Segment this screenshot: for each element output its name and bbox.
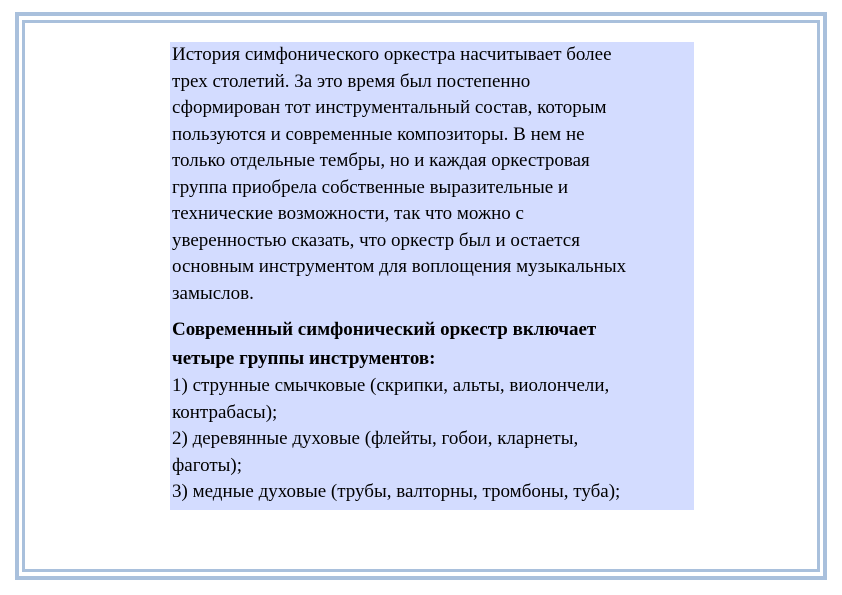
heading-line: Современный симфонический оркестр включает <box>172 319 597 340</box>
list-item: контрабасы); <box>172 401 278 423</box>
intro-line: технические возможности, так что можно с <box>172 203 524 224</box>
intro-line: пользуются и современные композиторы. В нем не <box>172 123 585 145</box>
slide-text-block <box>170 42 694 510</box>
orchestra-groups-heading <box>172 315 692 373</box>
list-item: 2) деревянные духовые (флейты, гобои, кларнеты, <box>172 428 579 449</box>
intro-line: только отдельные тембры, но и каждая оркестровая <box>172 150 590 171</box>
intro-line: уверенностью сказать, что оркестр был и остается <box>172 229 580 251</box>
intro-line: сформирован тот инструментальный состав, которым <box>172 97 607 118</box>
intro-paragraph <box>172 42 692 307</box>
list-item: фаготы); <box>172 454 242 476</box>
list-item: 3) медные духовые (трубы, валторны, тромбоны, туба); <box>172 481 621 502</box>
list-item: 1) струнные смычковые (скрипки, альты, виолончели, <box>172 375 610 396</box>
intro-line: группа приобрела собственные выразительные и <box>172 176 569 198</box>
intro-line: основным инструментом для воплощения музыкальных <box>172 256 627 277</box>
intro-line: замыслов. <box>172 282 254 304</box>
instrument-groups-list <box>172 373 692 506</box>
intro-line: трех столетий. За это время был постепенно <box>172 70 531 92</box>
intro-line: История симфонического оркестра насчитывает более <box>172 44 612 65</box>
heading-line: четыре группы инструментов: <box>172 348 436 369</box>
